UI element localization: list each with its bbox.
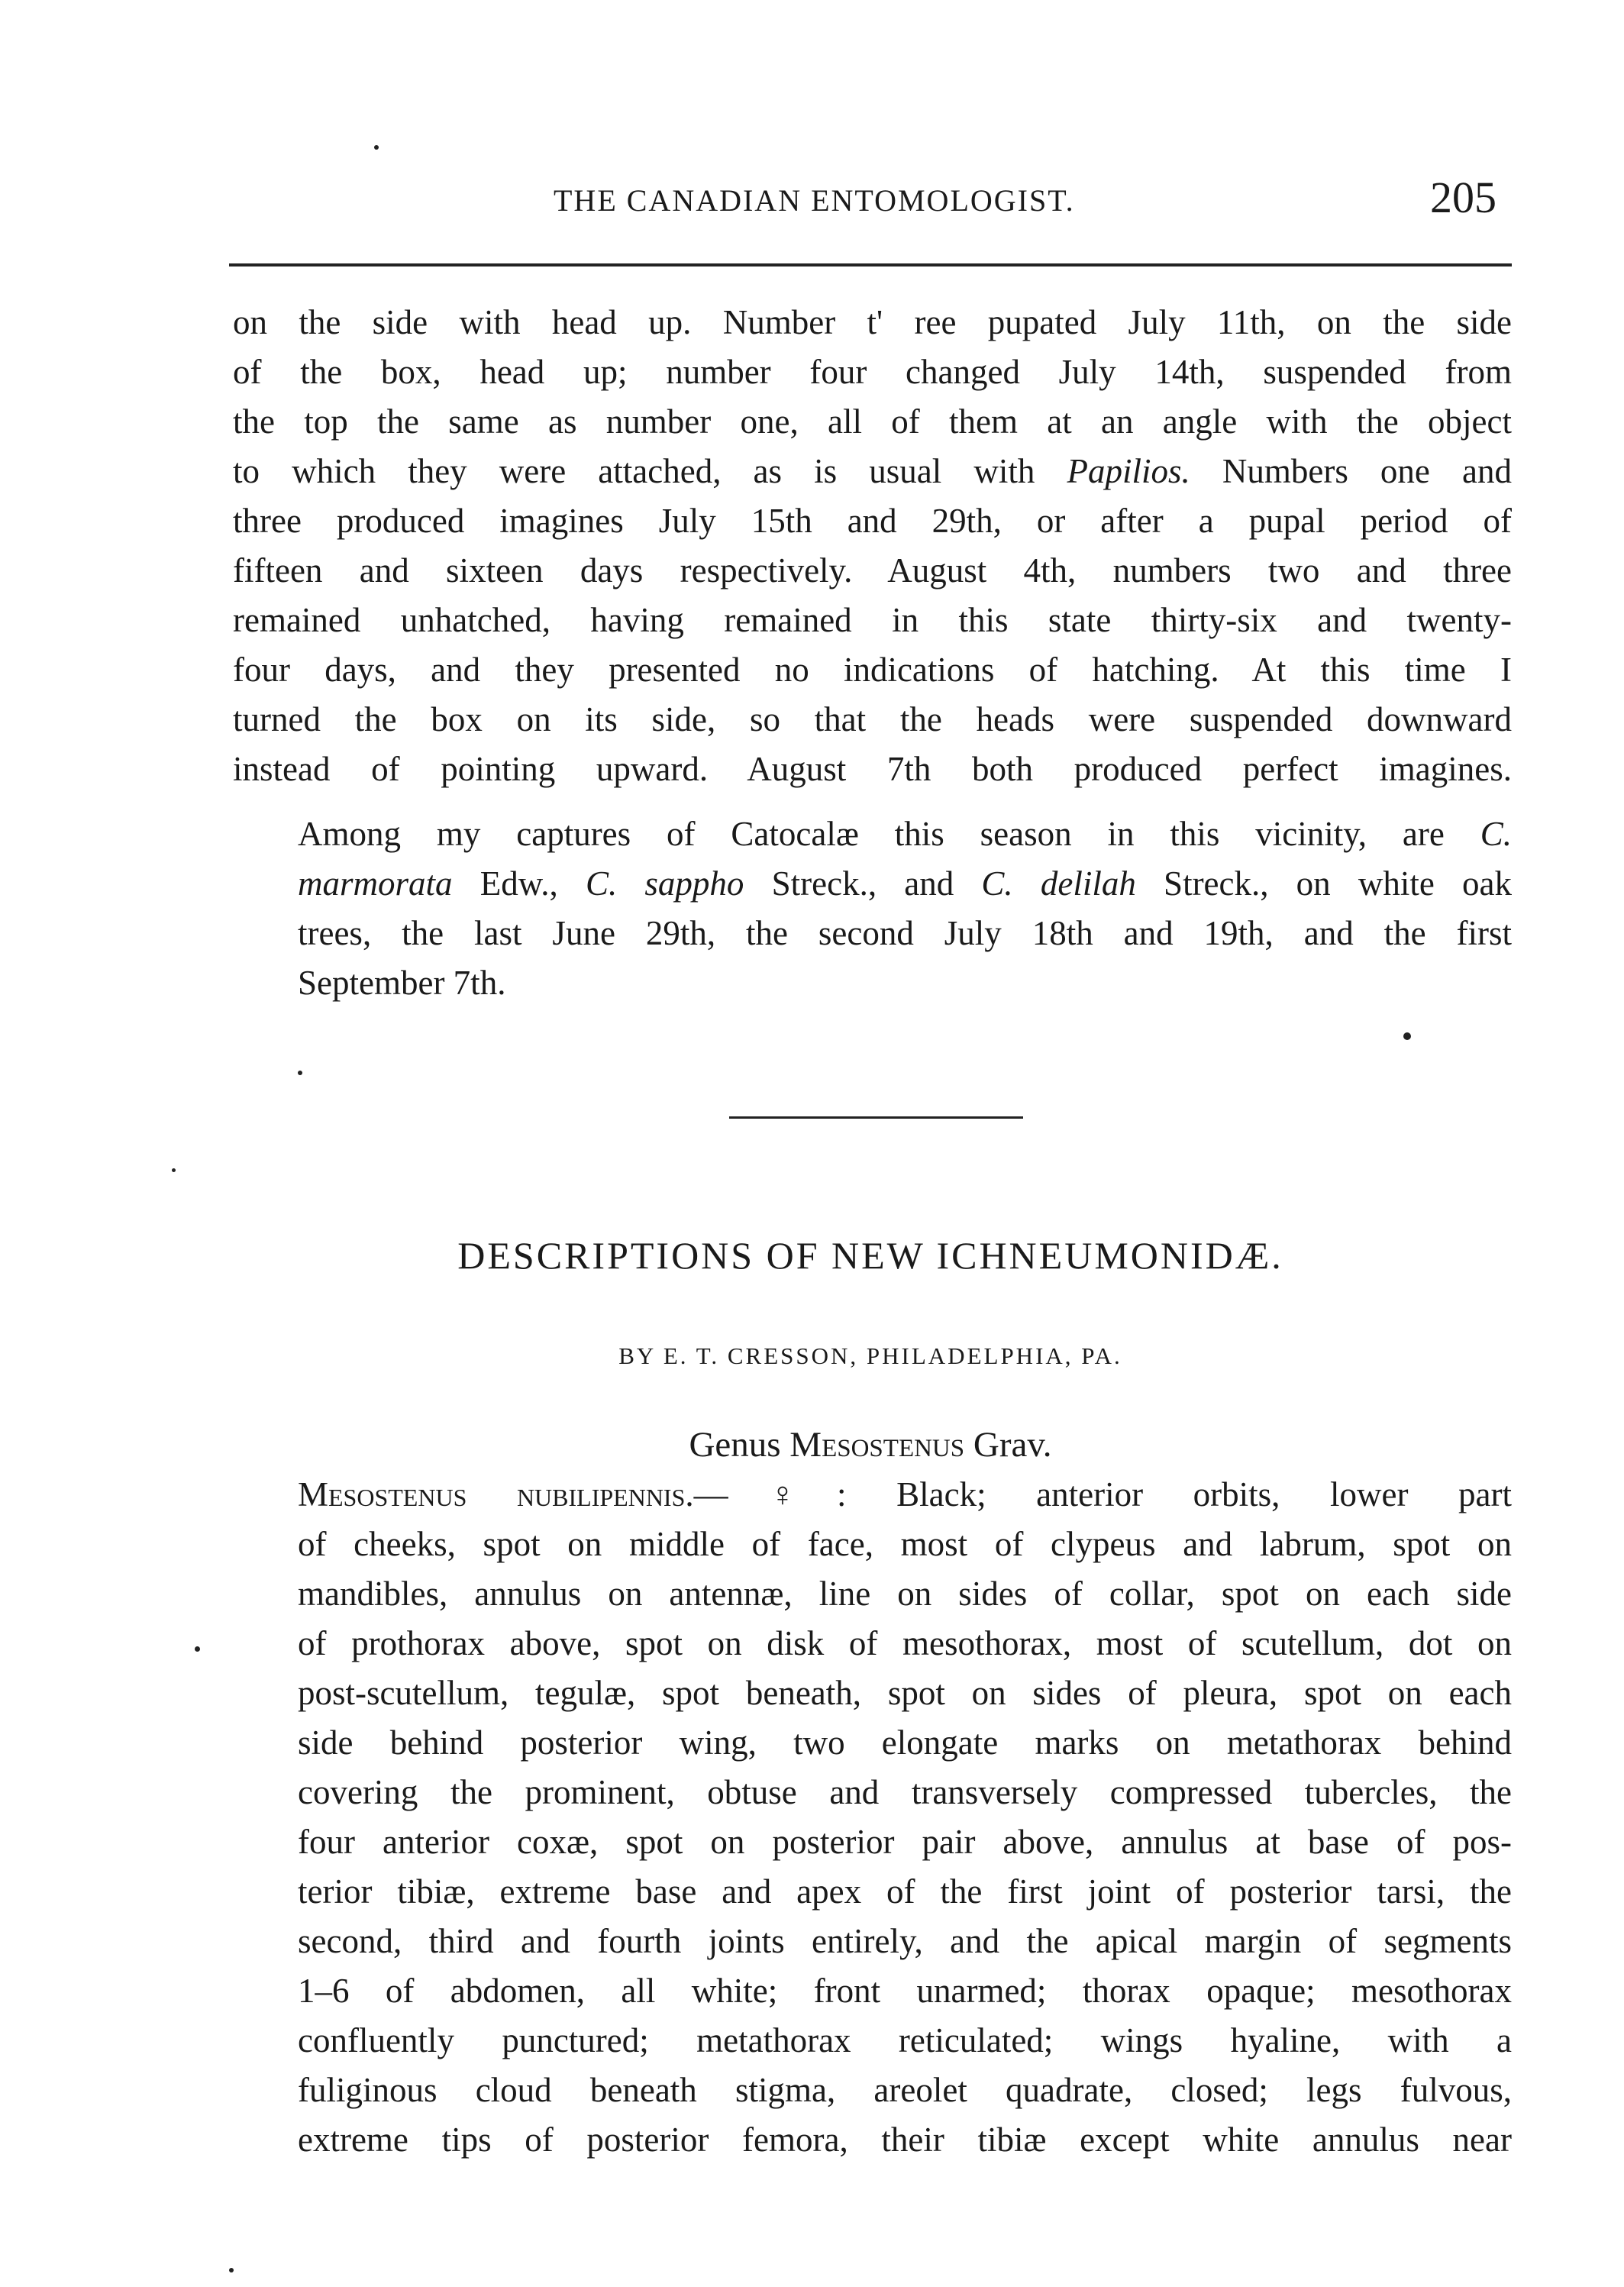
scan-speck: [298, 1071, 302, 1075]
text-line: turned the box on its side, so that the heads were suspended downward: [233, 700, 1512, 738]
text-line: three produced imagines July 15th and 29th, or after a pupal period of: [233, 502, 1512, 540]
text-line: September 7th.: [298, 964, 506, 1002]
text-line: fifteen and sixteen days respectively. August 4th, numbers two and three: [233, 551, 1512, 590]
text-line: trees, the last June 29th, the second July 18th and 19th, and the first: [298, 914, 1512, 952]
scan-speck: [1403, 1032, 1411, 1040]
taxon-sappho: C. sappho: [585, 864, 744, 903]
species-description: [233, 1470, 1512, 2203]
scan-speck: [172, 1168, 176, 1172]
text-line: mandibles, annulus on antennæ, line on sides of collar, spot on each side: [298, 1575, 1512, 1613]
text-line: [233, 859, 1512, 909]
text-line: extreme tips of posterior femora, their tibiæ except white annulus near: [298, 2121, 1512, 2159]
text-line: [233, 809, 1512, 859]
text-run: Streck., on white oak: [1135, 864, 1512, 903]
text-line: post-scutellum, tegulæ, spot beneath, spot on sides of pleura, spot on each: [298, 1674, 1512, 1712]
text-line: four anterior coxæ, spot on posterior pair above, annulus at base of pos-: [298, 1823, 1512, 1861]
taxon-marmorata: marmorata: [298, 864, 453, 903]
text-line: confluently punctured; metathorax reticulated; wings hyaline, with a: [298, 2021, 1512, 2059]
genus-heading: [229, 1424, 1512, 1465]
text-run: Black; anterior orbits, lower part: [846, 1475, 1512, 1513]
text-line: on the side with head up. Number t' ree pupated July 11th, on the side: [233, 303, 1512, 341]
page-number: 205: [1430, 173, 1496, 222]
text-line: instead of pointing upward. August 7th both produced perfect imagines.: [233, 750, 1512, 788]
text-line: second, third and fourth joints entirely, and the apical margin of segments: [298, 1922, 1512, 1960]
text-line: remained unhatched, having remained in this state thirty-six and twenty-: [233, 601, 1512, 639]
genus-author: Grav.: [973, 1425, 1052, 1465]
text-run: Among my captures of Catocalæ this season in this vicinity, are: [298, 815, 1445, 853]
text-line: fuliginous cloud beneath stigma, areolet quadrate, closed; legs fulvous,: [298, 2071, 1512, 2109]
scan-speck: [195, 1646, 200, 1652]
article-byline: BY E. T. CRESSON, PHILADELPHIA, PA.: [618, 1342, 1122, 1369]
text-run: Streck., and: [744, 864, 982, 903]
text-line: [233, 1470, 1512, 1520]
taxon-delilah: C. delilah: [981, 864, 1136, 903]
genus-name: Mesostenus: [789, 1425, 965, 1465]
taxon-genus-abbrev: C.: [1480, 815, 1512, 853]
journal-title: THE CANADIAN ENTOMOLOGIST.: [554, 183, 1075, 218]
text-line: 1–6 of abdomen, all white; front unarmed; thorax opaque; mesothorax: [298, 1972, 1512, 2010]
text-line: of the box, head up; number four changed July 14th, suspended from: [233, 353, 1512, 391]
text-run: to which they were attached, as is usual with: [233, 452, 1035, 490]
text-line: of cheeks, spot on middle of face, most of clypeus and labrum, spot on: [298, 1525, 1512, 1563]
text-run: Numbers one and: [1190, 452, 1512, 490]
paragraph-catocalae: [233, 809, 1512, 1016]
paragraph-pupation: [233, 298, 1512, 798]
text-line: the top the same as number one, all of them at an angle with the object: [233, 402, 1512, 441]
text-line: four days, and they presented no indications of hatching. At this time I: [233, 651, 1512, 689]
taxon-papilios: Papilios.: [1067, 452, 1190, 490]
section-separator: [729, 1116, 1023, 1119]
running-header: [229, 172, 1512, 225]
scan-speck: [374, 145, 379, 150]
species-sex: —♀:: [693, 1475, 847, 1513]
text-line: side behind posterior wing, two elongate marks on metathorax behind: [298, 1723, 1512, 1762]
text-run: Edw.,: [452, 864, 586, 903]
text-line: of prothorax above, spot on disk of mesothorax, most of scutellum, dot on: [298, 1624, 1512, 1662]
genus-prefix: Genus: [689, 1425, 781, 1465]
text-line: terior tibiæ, extreme base and apex of the first joint of posterior tarsi, the: [298, 1872, 1512, 1911]
text-line: covering the prominent, obtuse and transversely compressed tubercles, the: [298, 1773, 1512, 1811]
scan-speck: [229, 2268, 234, 2272]
text-line: [233, 447, 1512, 496]
species-name: Mesostenus nubilipennis.: [298, 1475, 694, 1513]
article-title: DESCRIPTIONS OF NEW ICHNEUMONIDÆ.: [457, 1234, 1283, 1277]
header-rule: [229, 263, 1512, 266]
